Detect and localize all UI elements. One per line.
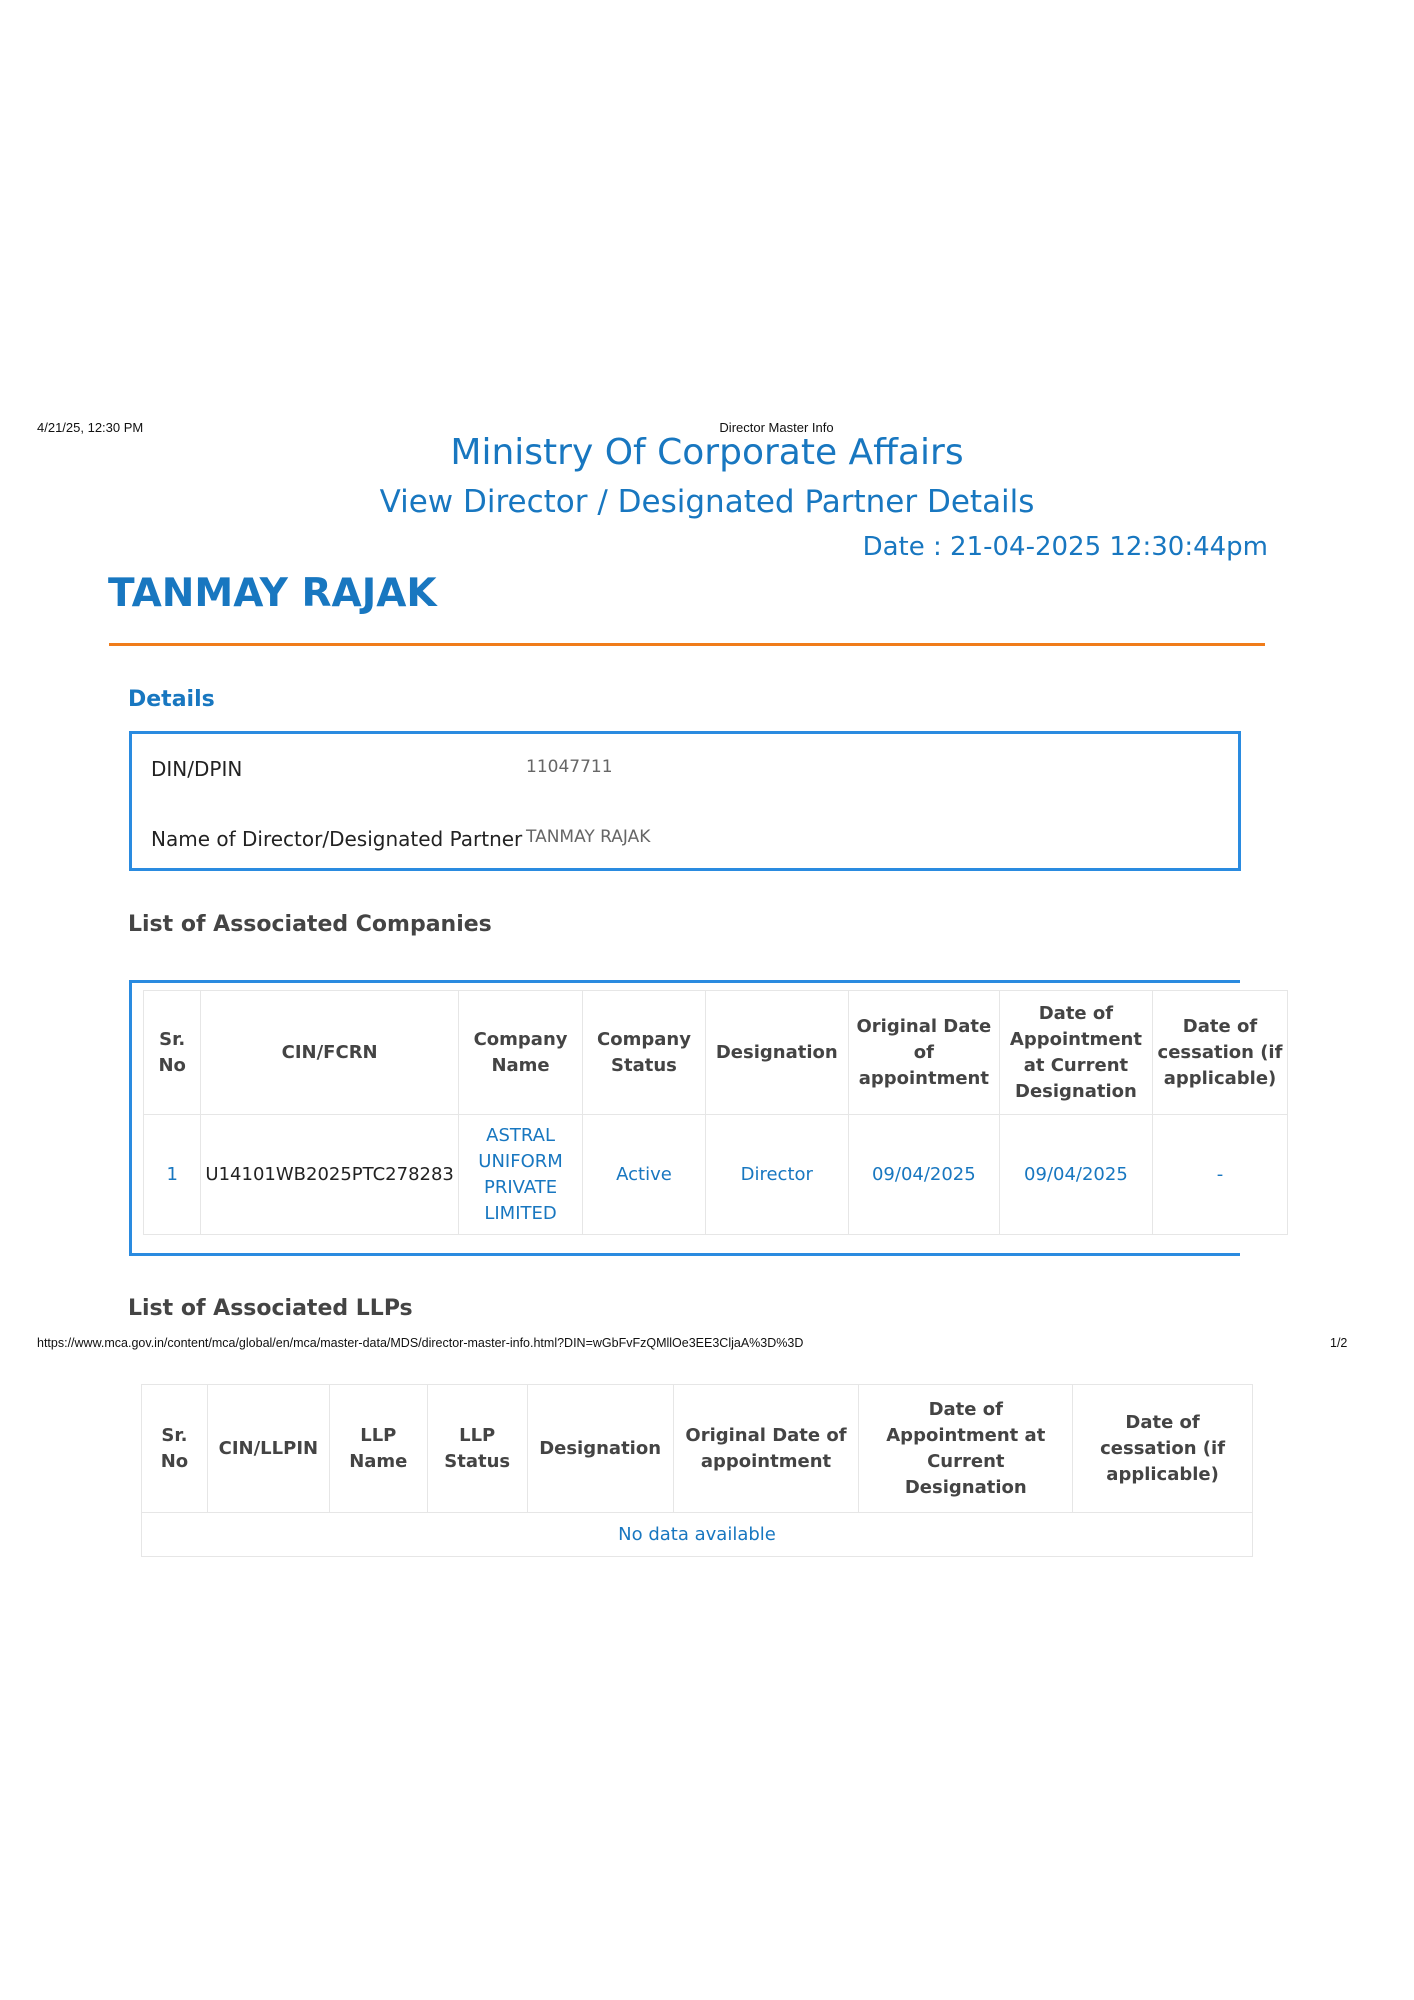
col-header-llp-name: LLP Name — [329, 1385, 427, 1513]
empty-row — [142, 1513, 1253, 1557]
col-header-sr-no: Sr. No — [144, 991, 201, 1115]
ministry-title: Ministry Of Corporate Affairs — [450, 432, 964, 473]
col-header-company-status: Company Status — [583, 991, 706, 1115]
director-name-value: TANMAY RAJAK — [526, 827, 651, 847]
divider — [109, 643, 1265, 646]
cell-current-date: 09/04/2025 — [999, 1115, 1152, 1235]
col-header-llpin: CIN/LLPIN — [207, 1385, 329, 1513]
table-header-row — [142, 1385, 1253, 1513]
report-date: Date : 21-04-2025 12:30:44pm — [862, 532, 1268, 562]
cell-company-status: Active — [583, 1115, 706, 1235]
din-label: DIN/DPIN — [151, 757, 243, 781]
col-header-original-date: Original Date of appointment — [673, 1385, 859, 1513]
col-header-cin: CIN/FCRN — [201, 991, 458, 1115]
table-row — [144, 1115, 1288, 1235]
cell-company-name-link[interactable]: ASTRAL UNIFORM PRIVATE LIMITED — [458, 1115, 582, 1235]
col-header-company-name: Company Name — [458, 991, 582, 1115]
col-header-sr-no: Sr. No — [142, 1385, 208, 1513]
col-header-cessation-date: Date of cessation (if applicable) — [1073, 1385, 1253, 1513]
table-header-row — [144, 991, 1288, 1115]
llps-heading: List of Associated LLPs — [128, 1296, 413, 1321]
col-header-current-date: Date of Appointment at Current Designation — [859, 1385, 1073, 1513]
print-datetime: 4/21/25, 12:30 PM — [37, 420, 144, 435]
col-header-llp-status: LLP Status — [427, 1385, 527, 1513]
page-subtitle: View Director / Designated Partner Details — [379, 484, 1035, 520]
col-header-original-date: Original Date of appointment — [848, 991, 999, 1115]
cell-cessation-date: - — [1152, 1115, 1287, 1235]
col-header-cessation-date: Date of cessation (if applicable) — [1152, 991, 1287, 1115]
cell-sr-no: 1 — [144, 1115, 201, 1235]
col-header-designation: Designation — [527, 1385, 673, 1513]
print-page-title: Director Master Info — [719, 420, 834, 435]
llps-table — [141, 1384, 1253, 1557]
din-value: 11047711 — [526, 757, 613, 777]
col-header-designation: Designation — [705, 991, 848, 1115]
details-card — [129, 731, 1241, 871]
companies-heading: List of Associated Companies — [128, 912, 492, 937]
director-name-heading: TANMAY RAJAK — [108, 571, 437, 616]
cell-designation: Director — [705, 1115, 848, 1235]
print-footer-url: https://www.mca.gov.in/content/mca/global/en/mca/master-data/MDS/director-master-info.html?DIN=wGbFvFzQMllOe3EE3CljaA%3D%3D — [37, 1336, 804, 1350]
col-header-current-date: Date of Appointment at Current Designation — [999, 991, 1152, 1115]
details-heading: Details — [128, 687, 215, 712]
no-data-message: No data available — [142, 1513, 1253, 1557]
companies-table — [143, 990, 1288, 1235]
director-name-label: Name of Director/Designated Partner — [151, 827, 523, 851]
cell-original-date: 09/04/2025 — [848, 1115, 999, 1235]
print-page-number: 1/2 — [1330, 1336, 1348, 1350]
cell-cin: U14101WB2025PTC278283 — [201, 1115, 458, 1235]
